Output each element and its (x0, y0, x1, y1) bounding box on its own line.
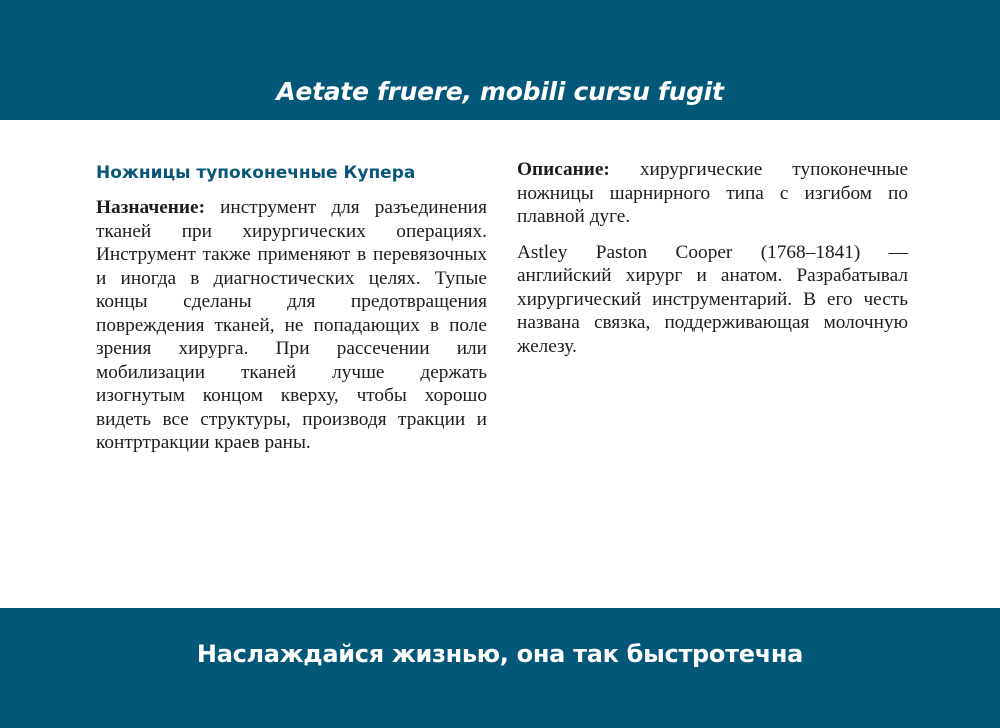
purpose-label: Назначение: (96, 197, 205, 218)
description-label: Описание: (517, 159, 610, 180)
footer-motto: Наслаждайся жизнью, она так быстротечна (196, 640, 804, 668)
purpose-text: инструмент для разъединения тканей при хирургических операциях. Инструмент также применяют в перевязочных и иногда в диагностических целях. Тупые концы сделаны для предотвращения повреждения тканей, не попадающих в поле зрения хирурга. При рассечении или мобилизации тканей лучше держать изогнутым концом кверху, чтобы хорошо видеть все структуры, производя тракции и контртракции краев раны. (96, 197, 487, 453)
header-motto: Aetate fruere, mobili cursu fugit (276, 76, 724, 106)
right-column (517, 158, 908, 358)
left-column (96, 158, 487, 455)
footer-band (0, 608, 1000, 728)
biography-paragraph: Astley Paston Cooper (1768–1841) — английский хирург и анатом. Разрабатывал хирургический инструментарий. В его честь названа связка, поддерживающая молочную железу. (517, 241, 908, 357)
instrument-title: Ножницы тупоконечные Купера (96, 163, 416, 183)
purpose-paragraph (96, 196, 487, 455)
header-band (0, 0, 1000, 120)
description-paragraph (517, 158, 908, 229)
description-text: хирургические тупоконечные ножницы шарнирного типа с изгибом по плавной дуге. (517, 159, 908, 227)
